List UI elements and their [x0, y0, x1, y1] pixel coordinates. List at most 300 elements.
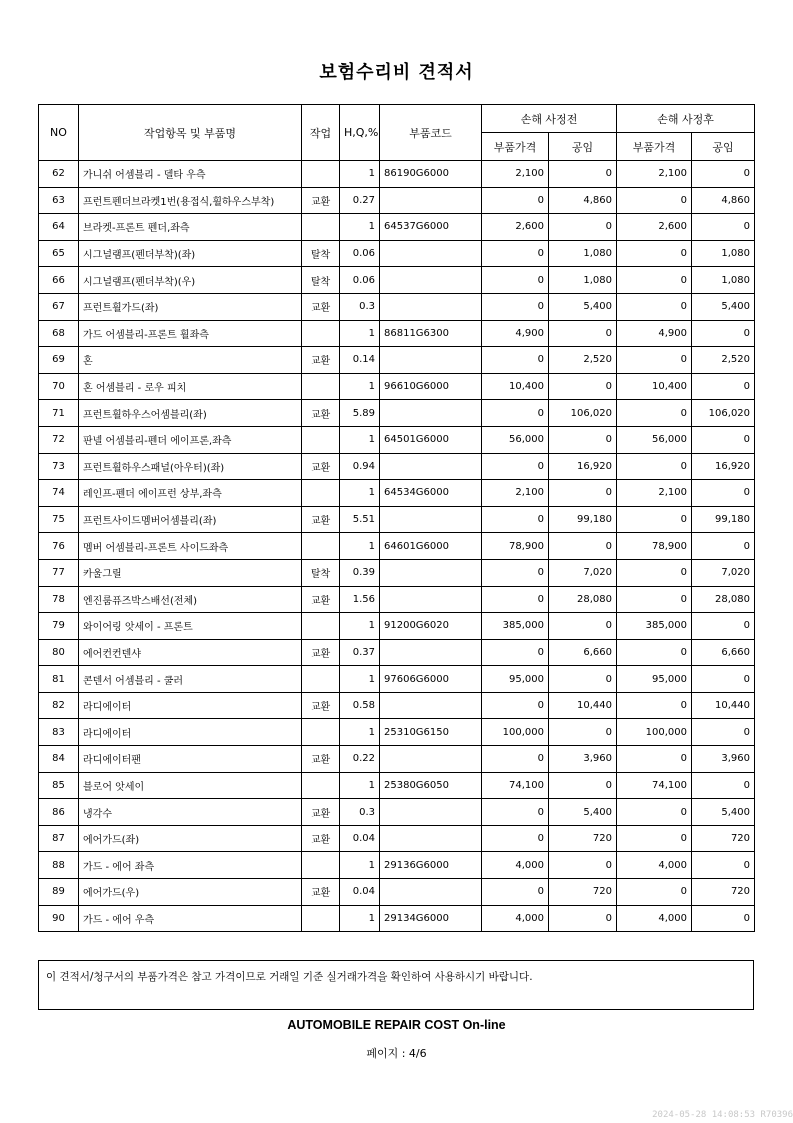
cell-work	[302, 719, 340, 746]
cell-item: 혼 어셈블리 - 로우 피치	[79, 373, 302, 400]
cell-item: 가드 - 에어 우측	[79, 905, 302, 932]
cell-no: 78	[39, 586, 79, 613]
cell-no: 80	[39, 639, 79, 666]
cell-hq: 0.04	[340, 825, 380, 852]
cell-item: 가드 어셈블리-프론트 휠좌측	[79, 320, 302, 347]
cell-no: 76	[39, 533, 79, 560]
cell-part-price-after: 4,000	[617, 905, 692, 932]
cell-labor-after: 0	[692, 161, 755, 188]
table-row	[39, 799, 755, 826]
cell-labor-before: 720	[549, 879, 617, 906]
cell-no: 66	[39, 267, 79, 294]
cell-item: 프런트휠가드(좌)	[79, 293, 302, 320]
cell-labor-before: 1,080	[549, 267, 617, 294]
cell-hq: 0.3	[340, 293, 380, 320]
cell-item: 프런트펜더브라켓1번(용접식,휠하우스부착)	[79, 187, 302, 214]
cell-part-price-before: 385,000	[482, 613, 549, 640]
cell-part-price-after: 4,900	[617, 320, 692, 347]
cell-labor-before: 0	[549, 426, 617, 453]
cell-part-price-after: 2,100	[617, 161, 692, 188]
cell-part-code: 29136G6000	[380, 852, 482, 879]
cell-work: 교환	[302, 692, 340, 719]
cell-part-price-before: 0	[482, 240, 549, 267]
cell-labor-after: 4,860	[692, 187, 755, 214]
cell-part-code	[380, 799, 482, 826]
document-title: 보험수리비 견적서	[319, 62, 474, 83]
cell-part-price-before: 2,100	[482, 480, 549, 507]
cell-no: 77	[39, 559, 79, 586]
cell-no: 88	[39, 852, 79, 879]
cell-item: 시그널램프(펜더부착)(좌)	[79, 240, 302, 267]
cell-labor-before: 0	[549, 161, 617, 188]
table-row	[39, 639, 755, 666]
table-row	[39, 267, 755, 294]
cell-part-price-before: 56,000	[482, 426, 549, 453]
cell-labor-before: 28,080	[549, 586, 617, 613]
cell-part-price-after: 0	[617, 746, 692, 773]
table-row	[39, 586, 755, 613]
header-part-price-before: 부품가격	[482, 133, 549, 161]
cell-hq: 1	[340, 533, 380, 560]
cell-item: 브라켓-프론트 펜더,좌측	[79, 214, 302, 241]
cell-hq: 1	[340, 613, 380, 640]
cell-item: 라디에이터	[79, 692, 302, 719]
cell-no: 70	[39, 373, 79, 400]
cell-item: 에어가드(우)	[79, 879, 302, 906]
cell-work: 교환	[302, 187, 340, 214]
cell-hq: 1	[340, 480, 380, 507]
cell-part-price-before: 0	[482, 267, 549, 294]
cell-item: 냉각수	[79, 799, 302, 826]
cell-work: 교환	[302, 293, 340, 320]
cell-work: 교환	[302, 453, 340, 480]
cell-hq: 1	[340, 320, 380, 347]
cell-item: 판넬 어셈블리-펜더 에이프론,좌측	[79, 426, 302, 453]
cell-part-price-before: 0	[482, 692, 549, 719]
cell-part-price-before: 0	[482, 453, 549, 480]
cell-labor-before: 0	[549, 905, 617, 932]
cell-item: 가니쉬 어셈블리 - 델타 우측	[79, 161, 302, 188]
cell-no: 84	[39, 746, 79, 773]
cell-item: 가드 - 에어 좌측	[79, 852, 302, 879]
header-part-price-after: 부품가격	[617, 133, 692, 161]
cell-part-price-before: 0	[482, 293, 549, 320]
cell-labor-after: 99,180	[692, 506, 755, 533]
cell-labor-before: 0	[549, 480, 617, 507]
cell-hq: 0.37	[340, 639, 380, 666]
cell-work	[302, 480, 340, 507]
table-row	[39, 772, 755, 799]
cell-hq: 0.04	[340, 879, 380, 906]
cell-part-price-before: 0	[482, 799, 549, 826]
header-before-adjustment: 손해 사정전	[482, 105, 617, 133]
cell-work	[302, 905, 340, 932]
cell-hq: 1	[340, 666, 380, 693]
table-row	[39, 719, 755, 746]
header-code: 부품코드	[380, 105, 482, 161]
table-body	[39, 161, 755, 932]
cell-part-code: 97606G6000	[380, 666, 482, 693]
header-item: 작업항목 및 부품명	[79, 105, 302, 161]
cell-hq: 5.89	[340, 400, 380, 427]
cell-work	[302, 533, 340, 560]
table-header-row	[39, 105, 755, 133]
cell-no: 89	[39, 879, 79, 906]
table-row	[39, 214, 755, 241]
cell-work: 교환	[302, 799, 340, 826]
table-row	[39, 533, 755, 560]
cell-part-price-after: 56,000	[617, 426, 692, 453]
cell-no: 67	[39, 293, 79, 320]
cell-labor-before: 720	[549, 825, 617, 852]
cell-hq: 1	[340, 161, 380, 188]
cell-no: 86	[39, 799, 79, 826]
cell-part-price-after: 100,000	[617, 719, 692, 746]
table-row	[39, 161, 755, 188]
cell-labor-after: 0	[692, 719, 755, 746]
cell-item: 프런트휠하우스어셈블리(좌)	[79, 400, 302, 427]
cell-work: 교환	[302, 879, 340, 906]
cell-no: 83	[39, 719, 79, 746]
cell-item: 혼	[79, 347, 302, 374]
cell-work	[302, 852, 340, 879]
cell-part-code: 29134G6000	[380, 905, 482, 932]
cell-work: 교환	[302, 400, 340, 427]
cell-labor-after: 0	[692, 373, 755, 400]
cell-labor-after: 106,020	[692, 400, 755, 427]
cell-labor-after: 5,400	[692, 293, 755, 320]
cell-labor-before: 6,660	[549, 639, 617, 666]
cell-part-code	[380, 692, 482, 719]
header-labor-after: 공임	[692, 133, 755, 161]
cell-labor-before: 0	[549, 772, 617, 799]
cell-hq: 1	[340, 719, 380, 746]
cell-labor-before: 0	[549, 666, 617, 693]
cell-no: 62	[39, 161, 79, 188]
cell-part-code: 96610G6000	[380, 373, 482, 400]
cell-hq: 1	[340, 426, 380, 453]
table-row	[39, 320, 755, 347]
table-row	[39, 187, 755, 214]
cell-part-code	[380, 586, 482, 613]
cell-part-price-after: 0	[617, 692, 692, 719]
table-row	[39, 293, 755, 320]
cell-part-price-after: 0	[617, 400, 692, 427]
cell-part-code	[380, 639, 482, 666]
table-row	[39, 613, 755, 640]
table-row	[39, 666, 755, 693]
cell-part-code: 25310G6150	[380, 719, 482, 746]
cell-part-price-after: 74,100	[617, 772, 692, 799]
cell-item: 시그널램프(펜더부착)(우)	[79, 267, 302, 294]
cell-part-code	[380, 240, 482, 267]
cell-labor-after: 28,080	[692, 586, 755, 613]
cell-labor-after: 0	[692, 214, 755, 241]
cell-no: 65	[39, 240, 79, 267]
cell-no: 72	[39, 426, 79, 453]
cell-no: 75	[39, 506, 79, 533]
cell-labor-after: 720	[692, 879, 755, 906]
cell-part-code	[380, 187, 482, 214]
cell-labor-before: 16,920	[549, 453, 617, 480]
cell-labor-after: 3,960	[692, 746, 755, 773]
cell-labor-before: 5,400	[549, 293, 617, 320]
table-row	[39, 692, 755, 719]
cell-part-price-after: 0	[617, 586, 692, 613]
cell-item: 엔진룸퓨즈박스배선(전체)	[79, 586, 302, 613]
cell-part-price-after: 78,900	[617, 533, 692, 560]
cell-work: 탈착	[302, 267, 340, 294]
cell-part-code: 64501G6000	[380, 426, 482, 453]
cell-part-price-before: 0	[482, 746, 549, 773]
cell-no: 87	[39, 825, 79, 852]
table-row	[39, 480, 755, 507]
cell-hq: 0.14	[340, 347, 380, 374]
cell-item: 카울그릴	[79, 559, 302, 586]
cell-labor-after: 0	[692, 320, 755, 347]
cell-work: 탈착	[302, 559, 340, 586]
cell-part-price-before: 2,600	[482, 214, 549, 241]
cell-part-code: 86190G6000	[380, 161, 482, 188]
cell-work	[302, 666, 340, 693]
header-after-adjustment: 손해 사정후	[617, 105, 755, 133]
cell-no: 82	[39, 692, 79, 719]
cell-item: 레인프-펜더 에이프런 상부,좌측	[79, 480, 302, 507]
cell-part-price-before: 0	[482, 879, 549, 906]
cell-part-price-before: 0	[482, 400, 549, 427]
cell-part-price-before: 78,900	[482, 533, 549, 560]
cell-part-code: 64601G6000	[380, 533, 482, 560]
cell-hq: 1	[340, 905, 380, 932]
cell-part-code	[380, 453, 482, 480]
cell-labor-before: 0	[549, 320, 617, 347]
cell-labor-before: 10,440	[549, 692, 617, 719]
cell-part-price-after: 0	[617, 639, 692, 666]
cell-part-price-before: 95,000	[482, 666, 549, 693]
cell-work	[302, 613, 340, 640]
cell-part-price-before: 10,400	[482, 373, 549, 400]
cell-item: 와이어링 앗세이 - 프론트	[79, 613, 302, 640]
cell-hq: 0.27	[340, 187, 380, 214]
cell-part-price-after: 0	[617, 267, 692, 294]
cell-work	[302, 161, 340, 188]
table-row	[39, 426, 755, 453]
cell-no: 69	[39, 347, 79, 374]
table-row	[39, 347, 755, 374]
cell-part-code: 86811G6300	[380, 320, 482, 347]
cell-hq: 1	[340, 772, 380, 799]
cell-part-code	[380, 879, 482, 906]
cell-no: 68	[39, 320, 79, 347]
cell-part-code: 25380G6050	[380, 772, 482, 799]
cell-hq: 5.51	[340, 506, 380, 533]
cell-item: 라디에이터	[79, 719, 302, 746]
cell-part-price-after: 4,000	[617, 852, 692, 879]
cell-part-code	[380, 825, 482, 852]
cell-work	[302, 320, 340, 347]
print-timestamp: 2024-05-28 14:08:53 R70396	[652, 1110, 793, 1120]
cell-work: 탈착	[302, 240, 340, 267]
table-row	[39, 905, 755, 932]
cell-hq: 0.06	[340, 267, 380, 294]
cell-labor-before: 99,180	[549, 506, 617, 533]
cell-no: 64	[39, 214, 79, 241]
cell-work	[302, 426, 340, 453]
cell-labor-before: 0	[549, 214, 617, 241]
cell-part-code	[380, 506, 482, 533]
cell-part-price-after: 0	[617, 347, 692, 374]
cell-part-code: 64534G6000	[380, 480, 482, 507]
cell-labor-after: 0	[692, 772, 755, 799]
cell-no: 85	[39, 772, 79, 799]
cell-part-price-after: 0	[617, 879, 692, 906]
cell-item: 프런트사이드멤버어셈블리(좌)	[79, 506, 302, 533]
table-row	[39, 373, 755, 400]
cell-part-price-after: 0	[617, 825, 692, 852]
cell-part-price-before: 4,900	[482, 320, 549, 347]
cell-labor-after: 1,080	[692, 267, 755, 294]
cell-labor-after: 6,660	[692, 639, 755, 666]
cell-part-price-before: 0	[482, 639, 549, 666]
cell-hq: 0.39	[340, 559, 380, 586]
cell-part-price-before: 0	[482, 825, 549, 852]
cell-hq: 1.56	[340, 586, 380, 613]
cell-item: 콘덴서 어셈블리 - 쿨러	[79, 666, 302, 693]
cell-hq: 1	[340, 214, 380, 241]
cell-labor-before: 0	[549, 852, 617, 879]
cell-labor-before: 0	[549, 613, 617, 640]
cell-no: 81	[39, 666, 79, 693]
cell-labor-after: 5,400	[692, 799, 755, 826]
cell-part-price-after: 0	[617, 453, 692, 480]
cell-item: 멤버 어셈블리-프론트 사이드좌측	[79, 533, 302, 560]
cell-labor-before: 106,020	[549, 400, 617, 427]
cell-labor-before: 4,860	[549, 187, 617, 214]
table-row	[39, 400, 755, 427]
cell-no: 73	[39, 453, 79, 480]
cell-work	[302, 772, 340, 799]
cell-labor-after: 0	[692, 666, 755, 693]
cell-labor-before: 2,520	[549, 347, 617, 374]
header-work: 작업	[302, 105, 340, 161]
cell-part-price-before: 0	[482, 506, 549, 533]
cell-part-code	[380, 400, 482, 427]
cell-work: 교환	[302, 639, 340, 666]
cell-part-price-after: 0	[617, 799, 692, 826]
cell-part-price-before: 0	[482, 559, 549, 586]
table-row	[39, 825, 755, 852]
cell-no: 90	[39, 905, 79, 932]
table-row	[39, 746, 755, 773]
cell-labor-before: 5,400	[549, 799, 617, 826]
cell-part-price-after: 0	[617, 187, 692, 214]
cell-labor-before: 3,960	[549, 746, 617, 773]
cell-labor-before: 7,020	[549, 559, 617, 586]
header-labor-before: 공임	[549, 133, 617, 161]
cell-labor-after: 0	[692, 613, 755, 640]
cell-no: 74	[39, 480, 79, 507]
cell-part-price-after: 95,000	[617, 666, 692, 693]
cell-no: 71	[39, 400, 79, 427]
cell-part-price-before: 2,100	[482, 161, 549, 188]
cell-hq: 0.22	[340, 746, 380, 773]
cell-part-code	[380, 347, 482, 374]
cell-work: 교환	[302, 825, 340, 852]
cell-part-price-after: 0	[617, 240, 692, 267]
cell-hq: 0.3	[340, 799, 380, 826]
cell-labor-after: 0	[692, 533, 755, 560]
cell-work	[302, 373, 340, 400]
cell-part-price-after: 2,600	[617, 214, 692, 241]
price-notice: 이 견적서/청구서의 부품가격은 참고 가격이므로 거래일 기준 실거래가격을 확인하여 사용하시기 바랍니다.	[38, 960, 754, 1010]
cell-hq: 0.94	[340, 453, 380, 480]
cell-part-code: 64537G6000	[380, 214, 482, 241]
cell-item: 에어컨컨덴샤	[79, 639, 302, 666]
cell-part-price-before: 4,000	[482, 905, 549, 932]
cell-hq: 0.06	[340, 240, 380, 267]
cell-part-price-after: 385,000	[617, 613, 692, 640]
cell-labor-after: 0	[692, 426, 755, 453]
cell-item: 라디에이터팬	[79, 746, 302, 773]
cell-part-price-before: 100,000	[482, 719, 549, 746]
cell-labor-before: 1,080	[549, 240, 617, 267]
table-row	[39, 879, 755, 906]
cell-item: 에어가드(좌)	[79, 825, 302, 852]
cell-labor-after: 0	[692, 852, 755, 879]
cell-part-price-after: 2,100	[617, 480, 692, 507]
cell-part-code	[380, 293, 482, 320]
cell-part-price-before: 0	[482, 187, 549, 214]
cell-no: 79	[39, 613, 79, 640]
cell-labor-before: 0	[549, 373, 617, 400]
table-row	[39, 852, 755, 879]
cell-labor-after: 16,920	[692, 453, 755, 480]
cell-labor-after: 720	[692, 825, 755, 852]
cell-part-price-after: 0	[617, 506, 692, 533]
cell-work: 교환	[302, 746, 340, 773]
estimate-table	[38, 104, 755, 932]
cell-work: 교환	[302, 586, 340, 613]
cell-part-price-before: 0	[482, 347, 549, 374]
cell-part-price-after: 0	[617, 293, 692, 320]
cell-item: 블로어 앗세이	[79, 772, 302, 799]
cell-labor-after: 0	[692, 905, 755, 932]
header-hq: H,Q,%	[340, 105, 380, 161]
table-row	[39, 559, 755, 586]
table-row	[39, 240, 755, 267]
page-number: 페이지 : 4/6	[366, 1047, 427, 1060]
cell-labor-after: 10,440	[692, 692, 755, 719]
cell-part-price-after: 0	[617, 559, 692, 586]
cell-hq: 0.58	[340, 692, 380, 719]
cell-item: 프런트휠하우스패널(아우터)(좌)	[79, 453, 302, 480]
cell-part-price-before: 4,000	[482, 852, 549, 879]
cell-part-price-after: 10,400	[617, 373, 692, 400]
cell-labor-before: 0	[549, 719, 617, 746]
footer-title: AUTOMOBILE REPAIR COST On-line	[287, 1018, 506, 1032]
cell-part-code: 91200G6020	[380, 613, 482, 640]
cell-work: 교환	[302, 347, 340, 374]
cell-part-code	[380, 267, 482, 294]
cell-work	[302, 214, 340, 241]
cell-work: 교환	[302, 506, 340, 533]
cell-hq: 1	[340, 373, 380, 400]
cell-part-code	[380, 746, 482, 773]
cell-labor-after: 1,080	[692, 240, 755, 267]
cell-no: 63	[39, 187, 79, 214]
cell-labor-after: 7,020	[692, 559, 755, 586]
cell-hq: 1	[340, 852, 380, 879]
